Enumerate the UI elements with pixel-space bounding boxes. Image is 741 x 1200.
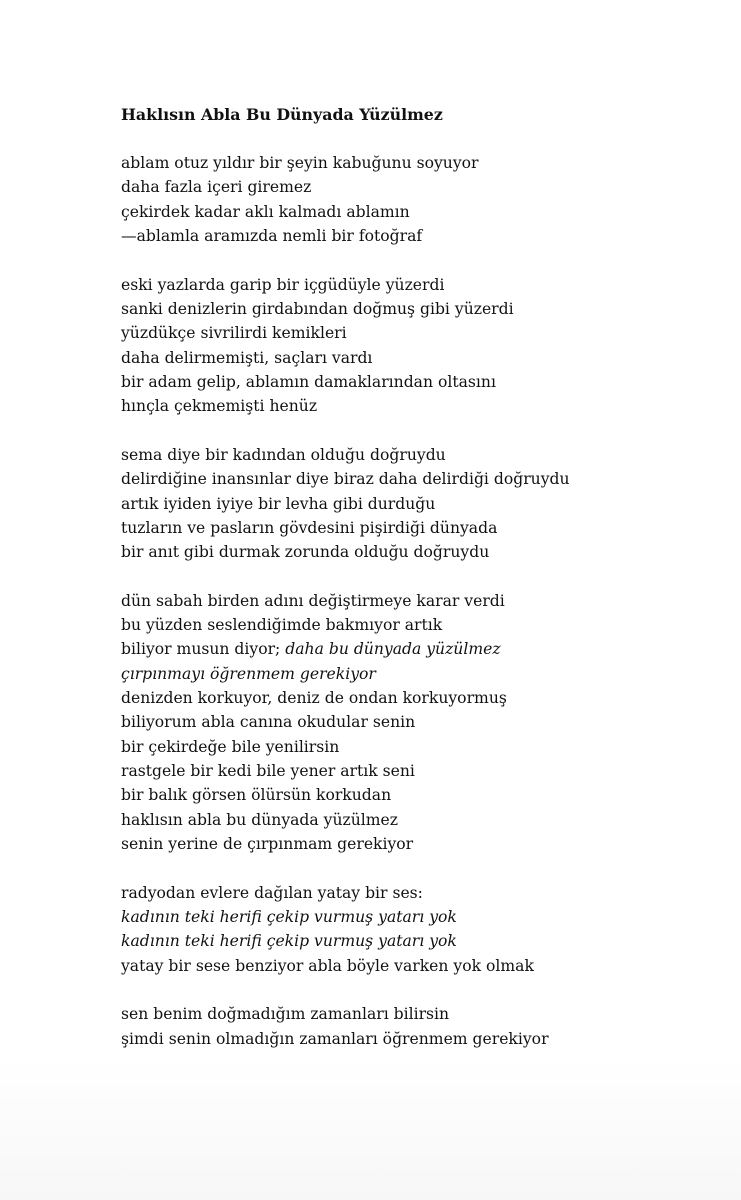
poem-title: Haklısın Abla Bu Dünyada Yüzülmez [121, 105, 443, 124]
poem-line: bir adam gelip, ablamın damaklarından oltasını [121, 372, 496, 391]
poem [121, 103, 721, 1075]
poem-line-italic-part: daha bu dünyada yüzülmez [285, 640, 501, 659]
stanza-2 [121, 273, 721, 419]
poem-line: biliyorum abla canına okudular senin [121, 713, 416, 732]
poem-line: rastgele bir kedi bile yener artık seni [121, 762, 415, 781]
poem-line: sen benim doğmadığım zamanları bilirsin [121, 1005, 450, 1024]
poem-line: şimdi senin olmadığın zamanları öğrenmem gerekiyor [121, 1029, 549, 1048]
stanza-4 [121, 589, 721, 857]
poem-line: yüzdükçe sivrilirdi kemikleri [121, 324, 347, 343]
poem-line: daha delirmemişti, saçları vardı [121, 348, 373, 367]
poem-line: eski yazlarda garip bir içgüdüyle yüzerdi [121, 275, 445, 294]
poem-line-mixed [121, 637, 721, 661]
poem-line: daha fazla içeri giremez [121, 178, 312, 197]
poem-line: dün sabah birden adını değiştirmeye karar verdi [121, 591, 505, 610]
poem-line-italic: çırpınmayı öğrenmem gerekiyor [121, 664, 376, 683]
poem-line: artık iyiden iyiye bir levha gibi durduğu [121, 494, 436, 513]
poem-line: denizden korkuyor, deniz de ondan korkuyormuş [121, 689, 507, 708]
poem-line: haklısın abla bu dünyada yüzülmez [121, 810, 398, 829]
poem-line-italic: kadının teki herifi çekip vurmuş yatarı yok [121, 932, 457, 951]
poem-line: hınçla çekmemişti henüz [121, 397, 318, 416]
stanza-6 [121, 1002, 721, 1051]
poem-line: radyodan evlere dağılan yatay bir ses: [121, 883, 423, 902]
stanza-5 [121, 881, 721, 978]
poem-line: tuzların ve pasların gövdesini pişirdiği dünyada [121, 518, 498, 537]
poem-line: bir anıt gibi durmak zorunda olduğu doğruydu [121, 543, 490, 562]
poem-line: bir çekirdeğe bile yenilirsin [121, 737, 340, 756]
poem-line: bir balık görsen ölürsün korkudan [121, 786, 392, 805]
poem-line: ablam otuz yıldır bir şeyin kabuğunu soyuyor [121, 154, 479, 172]
stanza-1 [121, 151, 721, 248]
poem-line: sema diye bir kadından olduğu doğruydu [121, 445, 446, 464]
poem-line-normal-part: biliyor musun diyor; [121, 640, 286, 659]
poem-line: çekirdek kadar aklı kalmadı ablamın [121, 202, 410, 221]
stanza-3 [121, 443, 721, 565]
poem-line: sanki denizlerin girdabından doğmuş gibi yüzerdi [121, 299, 514, 318]
poem-line-italic: kadının teki herifi çekip vurmuş yatarı yok [121, 908, 457, 927]
poem-line: delirdiğine inansınlar diye biraz daha delirdiği doğruydu [121, 470, 570, 489]
poem-line: yatay bir sese benziyor abla böyle varken yok olmak [121, 956, 534, 975]
poem-line: —ablamla aramızda nemli bir fotoğraf [121, 227, 423, 246]
poem-line: senin yerine de çırpınmam gerekiyor [121, 835, 414, 854]
poem-line: bu yüzden seslendiğimde bakmıyor artık [121, 616, 443, 635]
